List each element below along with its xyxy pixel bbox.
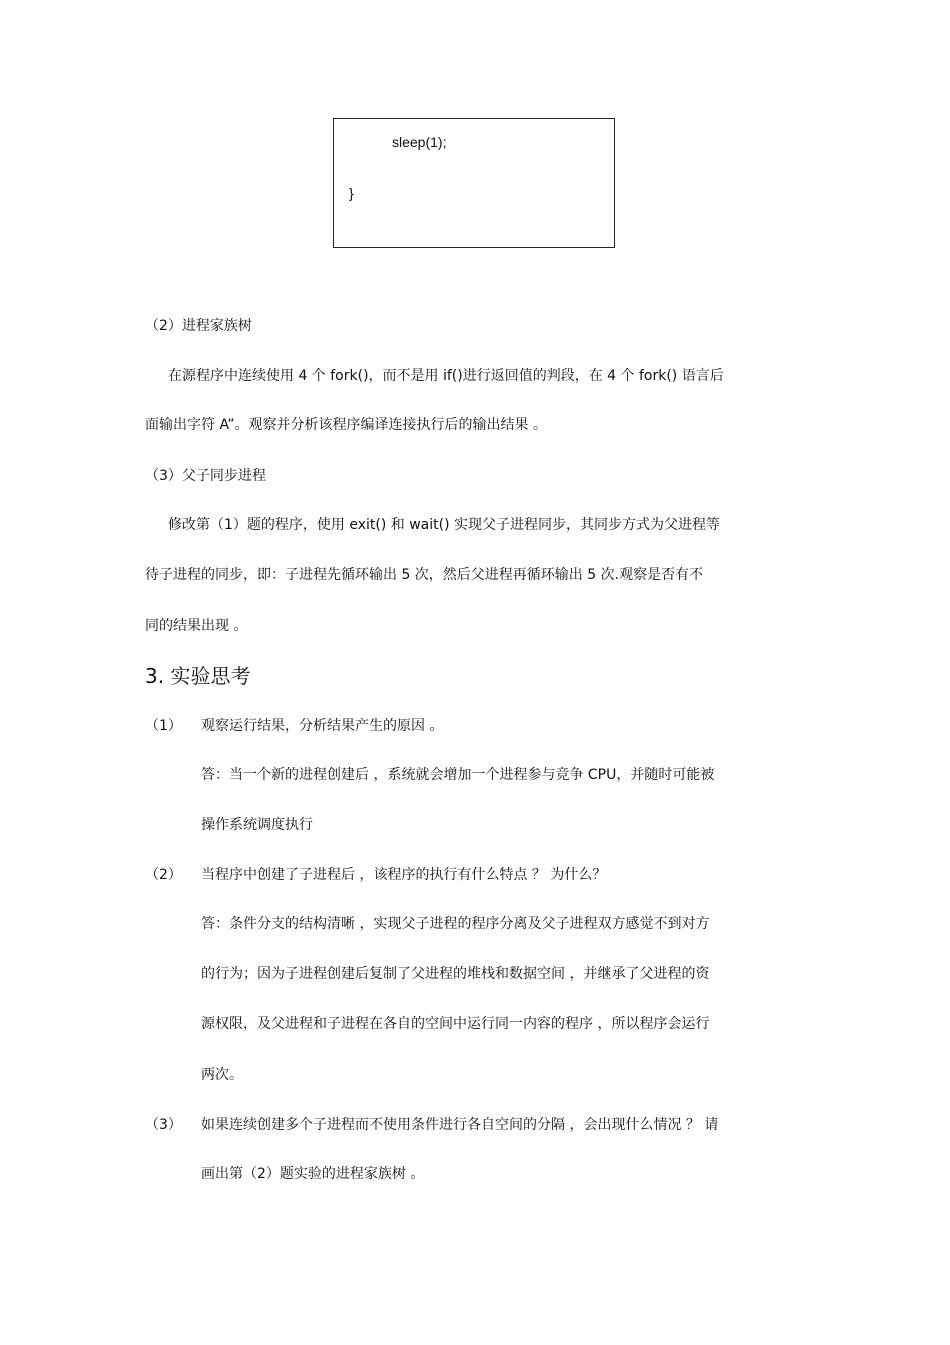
- q2-number: （2）: [145, 867, 182, 883]
- experiment-thinking-heading: 3. 实验思考: [145, 664, 251, 688]
- q1-answer-line1: 答：当一个新的进程创建后 ，系统就会增加一个进程参与竞争 CPU，并随时可能被: [201, 767, 715, 783]
- section2-heading: （2）进程家族树: [145, 318, 252, 334]
- section2-paragraph-line1: 在源程序中连续使用 4 个 fork()，而不是用 if()进行返回值的判段，在 4 个 fork() 语言后: [168, 368, 724, 384]
- q2-answer-line3: 源权限，及父进程和子进程在各自的空间中运行同一内容的程序 ，所以程序会运行: [201, 1016, 710, 1032]
- section3-paragraph-line1: 修改第（1）题的程序，使用 exit() 和 wait() 实现父子进程同步，其同步方式为父进程等: [168, 517, 720, 533]
- section2-paragraph-line2: 面输出字符 A”。观察并分析该程序编译连接执行后的输出结果 。: [145, 417, 547, 433]
- code-box: [333, 118, 615, 248]
- q2-answer-line4: 两次。: [201, 1067, 243, 1083]
- q2-question: 当程序中创建了子进程后 ，该程序的执行有什么特点 ？ 为什么？: [201, 867, 607, 883]
- code-line-brace: }: [349, 185, 354, 201]
- q3-question-line2: 画出第（2）题实验的进程家族树 。: [201, 1166, 425, 1182]
- section3-paragraph-line3: 同的结果出现 。: [145, 618, 248, 634]
- q2-answer-line2: 的行为；因为子进程创建后复制了父进程的堆栈和数据空间 ，并继承了父进程的资: [201, 966, 710, 982]
- q2-answer-line1: 答：条件分支的结构清晰 ，实现父子进程的程序分离及父子进程双方感觉不到对方: [201, 916, 710, 932]
- q1-question: 观察运行结果，分析结果产生的原因 。: [201, 718, 444, 734]
- code-line-sleep: sleep(1);: [392, 134, 447, 150]
- q3-number: （3）: [145, 1117, 182, 1133]
- q1-answer-line2: 操作系统调度执行: [201, 817, 313, 833]
- section3-heading: （3）父子同步进程: [145, 468, 266, 484]
- q1-number: （1）: [145, 718, 182, 734]
- q3-question-line1: 如果连续创建多个子进程而不使用条件进行各自空间的分隔 ，会出现什么情况 ？ 请: [201, 1117, 719, 1133]
- section3-paragraph-line2: 待子进程的同步，即：子进程先循环输出 5 次，然后父进程再循环输出 5 次.观察是否有不: [145, 567, 704, 583]
